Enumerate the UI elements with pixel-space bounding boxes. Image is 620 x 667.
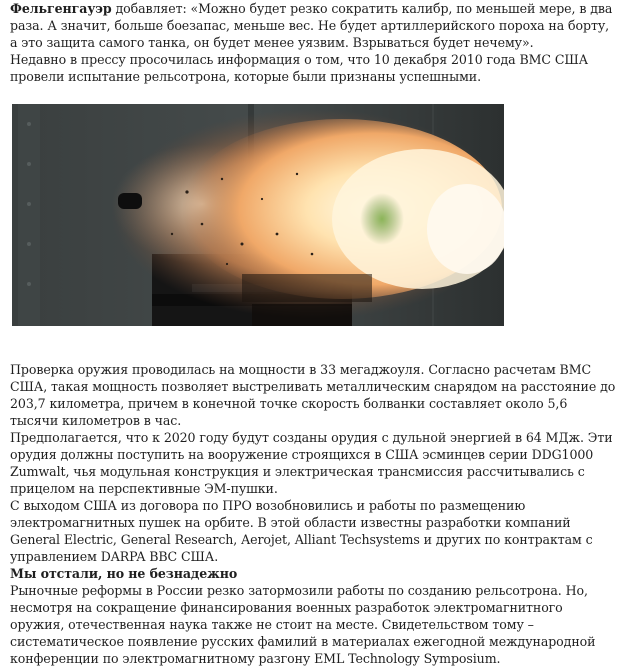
test-paragraph: Проверка оружия проводилась на мощности в 33 мегаджоуля. Согласно расчетам ВМС США, такая мощность позволяет выстреливать металлическим снарядом на расстояние до 203,7 километра, причем в конечной точке скорость болванки составляет около 5,6 тысячи километров в час. [10,362,616,428]
photo-left-panel [18,104,40,326]
article-top [10,0,616,85]
article-body [10,361,616,667]
railgun-test-fire-photo [12,104,504,326]
section-heading: Мы отстали, но не безнадежно [10,566,238,581]
abm-paragraph: С выходом США из договора по ПРО возобновились и работы по размещению электромагнитных пушек на орбите. В этой области известны разработки компаний General Electric, General Research, Aerojet, Alliant Techsystems и других по контрактам с управлением DARPA ВВС США. [10,498,593,564]
russia-paragraph: Рыночные реформы в России резко затормозили работы по созданию рельсотрона. Но, несмотря на сокращение финансирования военных разработок электромагнитного оружия, отечественная наука также не стоит на месте. Свидетельством тому – систематическое появление русских фамилий в материалах ежегодной международной конференции по электромагнитному разгону EML Technology Symposium. [10,583,596,666]
forecast-paragraph: Предполагается, что к 2020 году будут созданы орудия с дульной энергией в 64 МДж. Эти орудия должны поступить на вооружение строящихся в США эсминцев серии DDG1000 Zumwalt, чья модульная конструкция и электрическая трансмиссия рассчитывались с прицелом на перспективные ЭМ-пушки. [10,430,613,496]
speaker-quote: добавляет: «Можно будет резко сократить калибр, по меньшей мере, в два раза. А значит, больше боезапас, меньше вес. Не будет артиллерийского пороха на борту, а это защита самого танка, он будет менее уязвим. Взрываться будет нечему». [10,1,613,50]
projectile [118,193,142,209]
intro-paragraph [10,0,616,51]
leak-paragraph: Недавно в прессу просочилась информация о том, что 10 декабря 2010 года ВМС США провели испытание рельсотрона, которые были признаны успешными. [10,52,589,84]
speaker-name: Фельгенгауэр [10,1,112,16]
green-glow [360,193,404,245]
